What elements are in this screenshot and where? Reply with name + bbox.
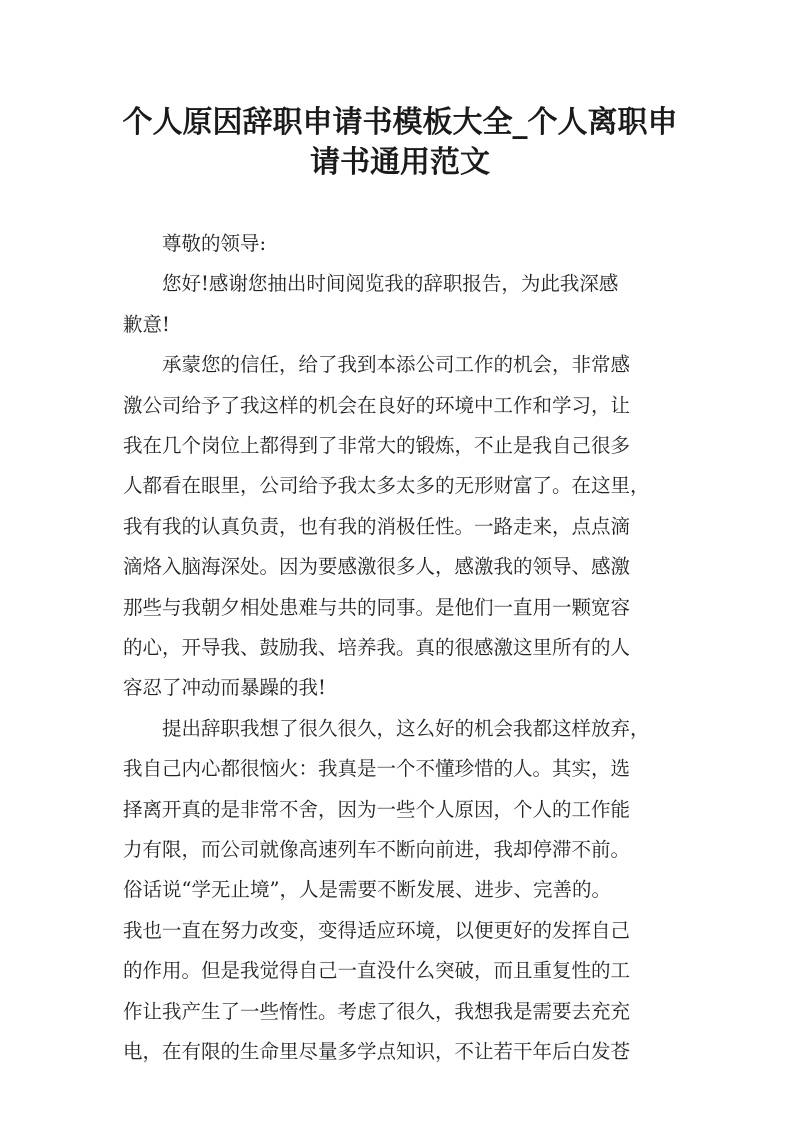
body-line: 滴烙入脑海深处。因为要感激很多人，感激我的领导、感激	[123, 555, 631, 579]
body-line: 我也一直在努力改变，变得适应环境，以便更好的发挥自己	[123, 918, 631, 942]
body-line: 提出辞职我想了很久很久，这么好的机会我都这样放弃，	[162, 716, 650, 740]
body-line: 那些与我朝夕相处患难与共的同事。是他们一直用一颗宽容	[123, 595, 631, 619]
body-line: 作让我产生了一些惰性。考虑了很久，我想我是需要去充充	[123, 999, 631, 1023]
body-line: 歉意!	[123, 312, 170, 336]
body-line: 的心，开导我、鼓励我、培养我。真的很感激这里所有的人	[123, 636, 631, 659]
body-line: 您好!感谢您抽出时间阅览我的辞职报告，为此我深感	[162, 272, 619, 296]
body-line: 择离开真的是非常不舍，因为一些个人原因，个人的工作能	[123, 797, 631, 821]
body-line: 尊敬的领导:	[162, 232, 267, 255]
body-line: 的作用。但是我觉得自己一直没什么突破，而且重复性的工	[123, 959, 631, 983]
body-line: 俗话说“学无止境”，人是需要不断发展、进步、完善的。	[123, 878, 611, 902]
body-line: 我在几个岗位上都得到了非常大的锻炼，不止是我自己很多	[123, 434, 631, 457]
body-line: 电，在有限的生命里尽量多学点知识，不让若干年后白发苍	[123, 1040, 631, 1063]
document-title-line-1: 个人原因辞职申请书模板大全_个人离职申	[122, 105, 678, 140]
body-line: 激公司给予了我这样的机会在良好的环境中工作和学习，让	[123, 393, 631, 417]
body-line: 我自己内心都很恼火：我真是一个不懂珍惜的人。其实，选	[123, 757, 631, 781]
body-line: 我有我的认真负责，也有我的消极任性。一路走来，点点滴	[123, 514, 631, 538]
document-title-line-2: 请书通用范文	[310, 145, 490, 180]
body-line: 容忍了冲动而暴躁的我!	[123, 676, 326, 700]
body-line: 人都看在眼里，公司给予我太多太多的无形财富了。在这里，	[123, 474, 650, 498]
body-line: 承蒙您的信任，给了我到本添公司工作的机会，非常感	[162, 353, 631, 377]
body-line: 力有限，而公司就像高速列车不断向前进，我却停滞不前。	[123, 838, 631, 861]
